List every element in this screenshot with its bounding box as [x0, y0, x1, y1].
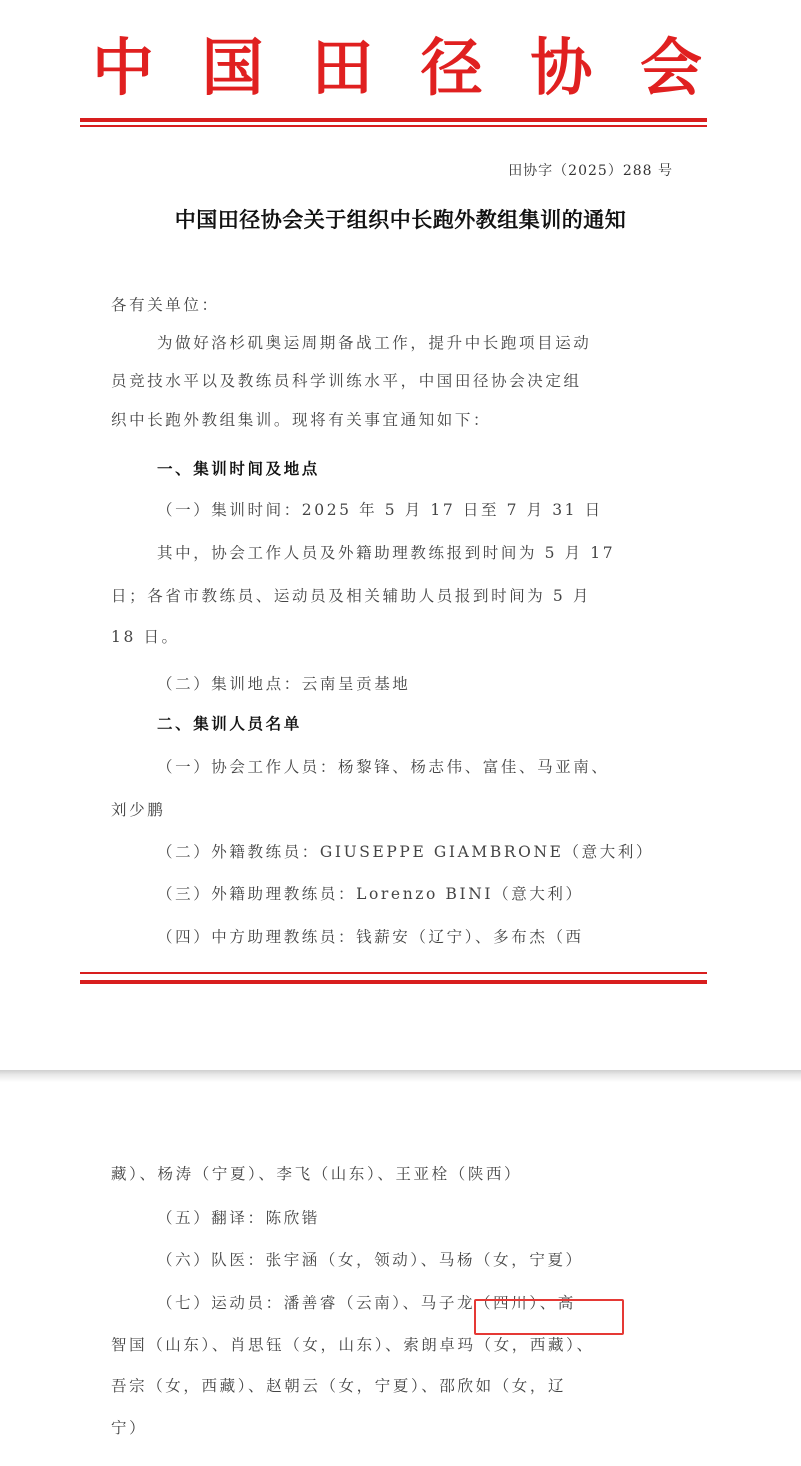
- letterhead-char: 国: [201, 31, 264, 104]
- text-line: （七）运动员：潘善睿（云南）、马子龙（四川）、高: [157, 1294, 576, 1312]
- text-line: 其中，协会工作人员及外籍助理教练报到时间为 5 月 17: [157, 544, 616, 562]
- text-line: 宁）: [111, 1419, 148, 1437]
- text-line: 织中长跑外教组集训。现将有关事宜通知如下：: [111, 411, 492, 429]
- letterhead-char: 会: [639, 31, 702, 104]
- text-line: （六）队医：张宇涵（女，领动）、马杨（女，宁夏）: [157, 1251, 584, 1269]
- text-line: 员竞技水平以及教练员科学训练水平，中国田径协会决定组: [111, 372, 582, 390]
- letterhead-char: 田: [311, 31, 374, 104]
- text-line: 智国（山东）、肖思钰（女，山东）、索朗卓玛（女，西藏）、: [111, 1336, 595, 1354]
- letterhead-char: 径: [420, 31, 483, 104]
- document-title: 中国田径协会关于组织中长跑外教组集训的通知: [174, 207, 627, 232]
- footer-rule-thick: [80, 980, 707, 984]
- document-number: 田协字（2025）288 号: [508, 163, 673, 179]
- letterhead-title: [92, 28, 702, 108]
- text-line: （二）外籍教练员：GIUSEPPE GIAMBRONE（意大利）: [157, 843, 655, 861]
- text-line: 吾宗（女，西藏）、赵朝云（女，宁夏）、邵欣如（女，辽: [111, 1377, 567, 1395]
- text-line: （四）中方助理教练员：钱薪安（辽宁）、多布杰（西: [157, 928, 584, 946]
- text-line: （一）集训时间：2025 年 5 月 17 日至 7 月 31 日: [157, 501, 603, 519]
- letterhead-char: 协: [530, 31, 593, 104]
- text-line: （五）翻译：陈欣锴: [157, 1209, 320, 1227]
- header-rule-thin: [80, 125, 707, 127]
- text-line: 18 日。: [111, 628, 180, 646]
- header-rule-thick: [80, 118, 707, 122]
- document-page-2: [0, 1082, 801, 1466]
- text-line: （三）外籍助理教练员：Lorenzo BINI（意大利）: [157, 885, 584, 903]
- name-highlight-box: [474, 1299, 624, 1335]
- section-heading: 一、集训时间及地点: [157, 459, 320, 478]
- text-line: 日；各省市教练员、运动员及相关辅助人员报到时间为 5 月: [111, 587, 592, 605]
- text-line: （一）协会工作人员：杨黎锋、杨志伟、富佳、马亚南、: [157, 758, 610, 776]
- text-line: （二）集训地点：云南呈贡基地: [157, 675, 411, 693]
- footer-rule-thin: [80, 972, 707, 974]
- text-line: 各有关单位：: [111, 296, 220, 314]
- letterhead-char: 中: [92, 31, 155, 104]
- page-separator: [0, 1070, 801, 1082]
- section-heading: 二、集训人员名单: [157, 714, 302, 733]
- text-line: 藏）、杨涛（宁夏）、李飞（山东）、王亚栓（陕西）: [111, 1165, 523, 1183]
- text-line: 为做好洛杉矶奥运周期备战工作，提升中长跑项目运动: [157, 334, 592, 352]
- text-line: 刘少鹏: [111, 801, 166, 819]
